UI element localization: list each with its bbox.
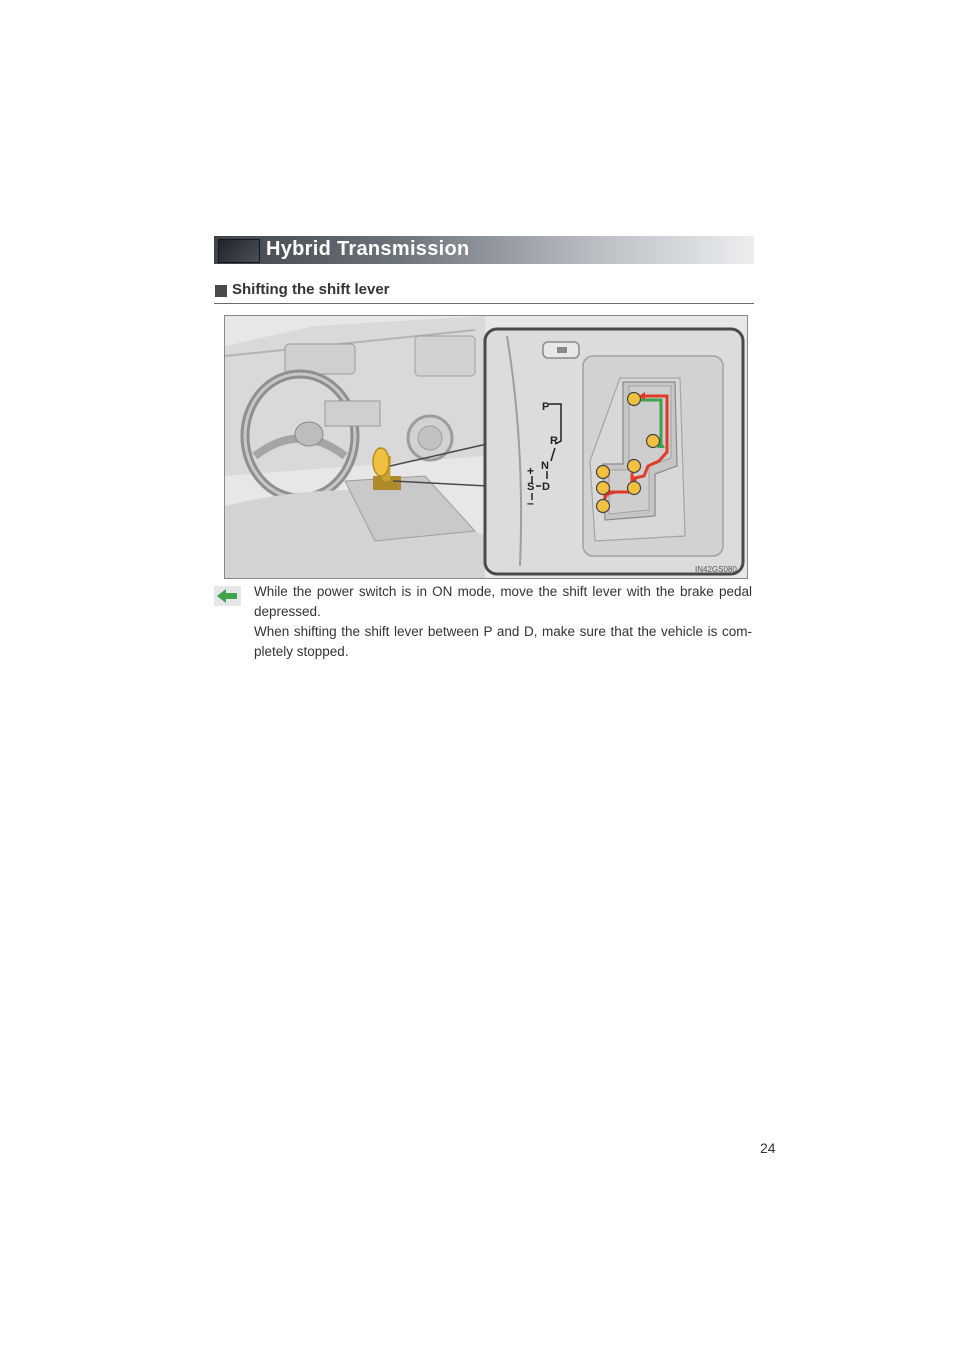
- page-title: Hybrid Transmission: [266, 238, 470, 260]
- gate-label-d: D: [542, 481, 550, 493]
- section-title-bar: [214, 236, 754, 264]
- gate-label-p: P: [542, 401, 550, 413]
- gate-label-r: R: [550, 435, 558, 447]
- shift-gate-inset: [485, 329, 743, 574]
- gate-label-minus: –: [527, 496, 534, 510]
- gate-position-d: [628, 482, 641, 495]
- gate-position-n: [628, 460, 641, 473]
- green-left-arrow-icon: [214, 586, 241, 606]
- gate-position-minus: [597, 500, 610, 513]
- gate-label-n: N: [541, 460, 549, 472]
- instruction-paragraph: [254, 582, 752, 662]
- figure-code: IN42GS080: [695, 565, 737, 574]
- gate-label-plus: +: [527, 464, 535, 478]
- title-chip-icon: [218, 239, 260, 263]
- page-number: 24: [760, 1140, 776, 1156]
- subsection-heading-text: Shifting the shift lever: [232, 281, 390, 298]
- gate-position-s: [597, 482, 610, 495]
- gate-position-plus: [597, 466, 610, 479]
- instruction-line-2: When shifting the shift lever between P and D, make sure that the vehicle is com-pletely stopped.: [254, 624, 752, 659]
- gate-position-r: [647, 435, 660, 448]
- instruction-line-1: While the power switch is in ON mode, move the shift lever with the brake pedal depressed.: [254, 584, 752, 619]
- square-bullet-icon: [215, 285, 227, 297]
- gate-position-p: [628, 393, 641, 406]
- shift-lever-illustration: [224, 315, 748, 579]
- gate-label-s: S: [527, 481, 535, 493]
- subsection-heading: [214, 281, 754, 304]
